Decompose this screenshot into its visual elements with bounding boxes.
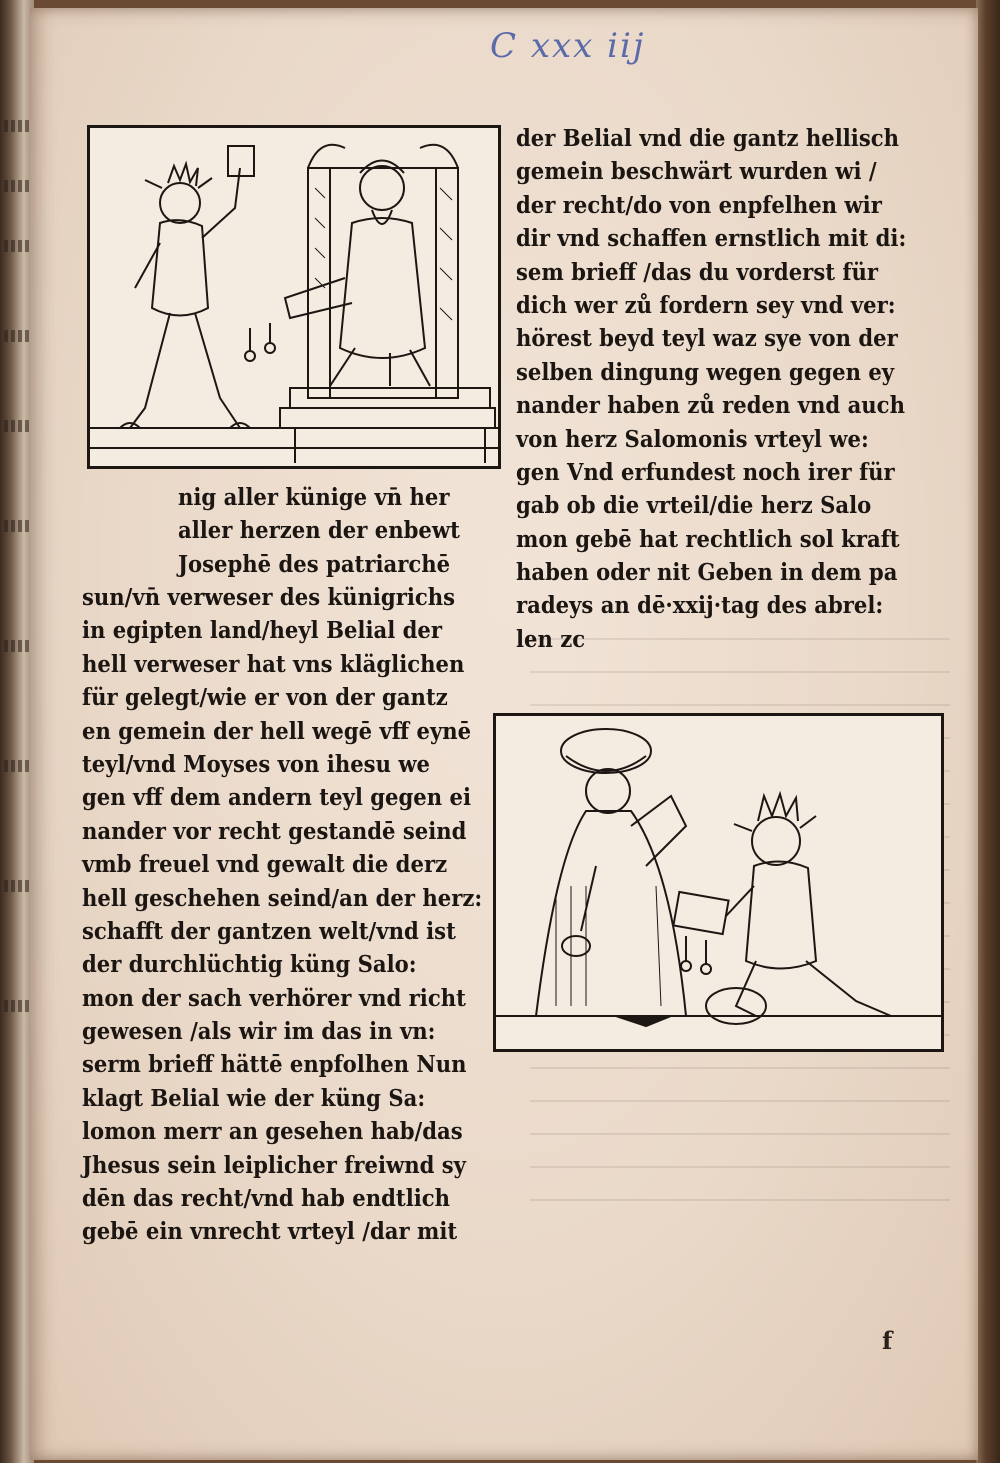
text-line: Josephē des patriarchē [178, 550, 451, 578]
text-line: gewesen /als wir im das in vn: [82, 1018, 436, 1046]
left-text-indented [178, 481, 460, 581]
previous-page-edge [0, 0, 34, 1463]
text-line: radeys an dē·xxij·tag des abrel: [516, 592, 884, 620]
text-line: aller herzen der enbewt [178, 517, 460, 545]
text-line: serm brieff hättē enpfolhen Nun [82, 1051, 467, 1079]
book-page [30, 8, 978, 1460]
text-line: nander haben zů reden vnd auch [516, 392, 905, 420]
text-line: lomon merr an gesehen hab/das [82, 1118, 463, 1146]
text-line: klagt Belial wie der küng Sa: [82, 1084, 426, 1112]
text-line: nig aller künige vn̄ her [178, 484, 450, 511]
text-line: gemein beschwärt wurden wi / [516, 158, 877, 186]
text-line: der recht/do von enpfelhen wir [516, 191, 882, 219]
text-line: mon der sach verhörer vnd richt [82, 984, 466, 1012]
text-line: gen vff dem andern teyl gegen ei [82, 784, 472, 812]
text-line: gen Vnd erfundest noch irer für [516, 458, 895, 486]
folio-number: C xxx iij [490, 26, 646, 66]
text-line: für gelegt/wie er von der gantz [82, 684, 448, 712]
right-text-column [516, 122, 906, 656]
woodcut-devil-before-king [87, 125, 501, 469]
text-line: vmb freuel vnd gewalt die derz [82, 851, 448, 879]
woodcut-1-drawing [90, 128, 498, 466]
text-line: schafft der gantzen welt/vnd ist [82, 917, 456, 945]
text-line: der Belial vnd die gantz hellisch [516, 125, 900, 152]
text-line: dir vnd schaffen ernstlich mit di: [516, 225, 907, 253]
text-line: gebē ein vnrecht vrteyl /dar mit [82, 1218, 458, 1246]
text-line: gab ob die vrteil/die herz Salo [516, 492, 872, 520]
signature-mark: f [882, 1326, 893, 1355]
text-line: von herz Salomonis vrteyl we: [516, 425, 869, 453]
woodcut-devil-kneeling [493, 713, 944, 1052]
text-line: hörest beyd teyl waz sye von der [516, 325, 898, 353]
text-line: sun/vn̄ verweser des künigrichs [82, 584, 456, 611]
text-line: sem brieff /das du vorderst für [516, 258, 879, 286]
text-line: teyl/vnd Moyses von ihesu we [82, 750, 431, 778]
woodcut-2-drawing [496, 716, 941, 1049]
text-line: dich wer zů fordern sey vnd ver: [516, 291, 896, 319]
book-board-edge [976, 0, 1000, 1463]
text-line: selben dingung wegen gegen ey [516, 358, 895, 386]
text-line: mon gebē hat rechtlich sol kraft [516, 525, 900, 553]
text-line: haben oder nit Geben in dem pa [516, 559, 898, 587]
left-text-column [82, 581, 482, 1249]
text-line: der durchlüchtig küng Salo: [82, 951, 417, 979]
text-line: in egipten land/heyl Belial der [82, 617, 443, 645]
text-line: hell geschehen seind/an der herz: [82, 884, 483, 912]
text-line: nander vor recht gestandē seind [82, 817, 467, 845]
text-line: en gemein der hell wegē vff eynē [82, 717, 472, 745]
text-line: dēn das recht/vnd hab endtlich [82, 1185, 451, 1213]
text-line: Jhesus sein leiplicher freiwnd sy [82, 1151, 466, 1179]
text-line: hell verweser hat vns kläglichen [82, 650, 465, 678]
text-line: len zc [516, 625, 586, 653]
